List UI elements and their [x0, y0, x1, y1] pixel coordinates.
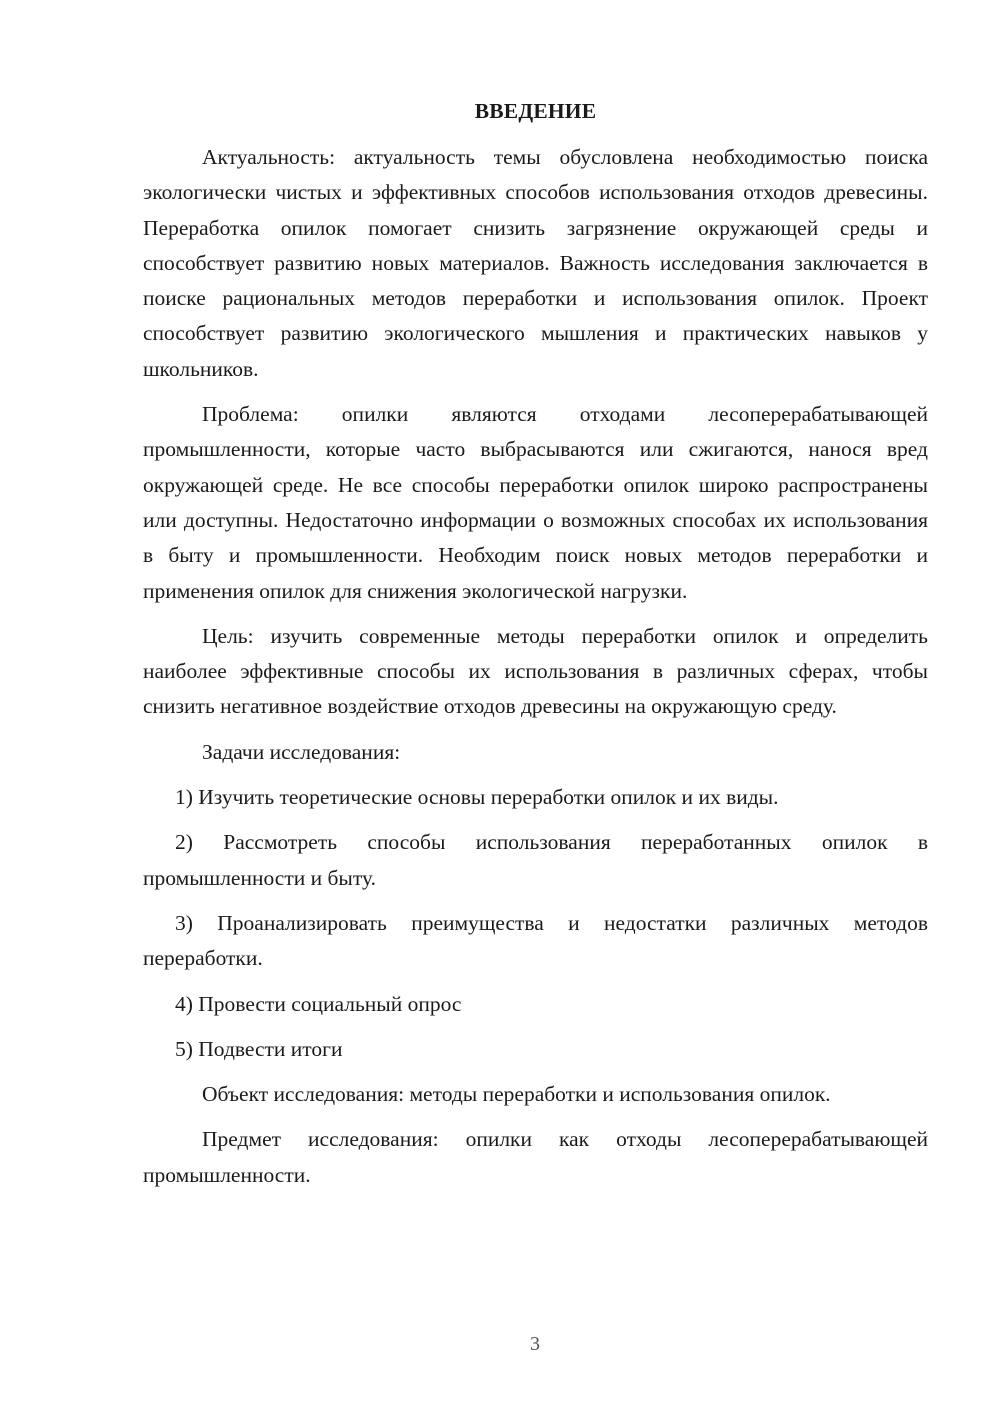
- paragraph-relevance: Актуальность: актуальность темы обусловлена необходимостью поиска экологически чистых и эффективных способов использования отходов древесины. Переработка опилок помогает снизить загрязнение окружающей среды и способствует развитию новых материалов. Важность исследования заключается в поиске рациональных методов переработки и использования опилок. Проект способствует развитию экологического мышления и практических навыков у школьников.: [143, 145, 928, 381]
- task-item-4: 4) Провести социальный опрос: [175, 991, 462, 1016]
- paragraph-goal: Цель: изучить современные методы переработки опилок и определить наиболее эффективные способы их использования в различных сферах, чтобы снизить негативное воздействие отходов древесины на окружающую среду.: [143, 623, 928, 719]
- paragraph-problem: Проблема: опилки являются отходами лесоперерабатывающей промышленности, которые часто выбрасываются или сжигаются, нанося вред окружающей среде. Не все способы переработки опилок широко распространены или доступны. Недостаточно информации о возможных способах их использования в быту и промышленности. Необходим поиск новых методов переработки и применения опилок для снижения экологической нагрузки.: [143, 402, 928, 603]
- page-title: ВВЕДЕНИЕ: [474, 99, 597, 123]
- task-item-2: 2) Рассмотреть способы использования переработанных опилок в промышленности и быту.: [143, 830, 928, 890]
- task-item-5: 5) Подвести итоги: [175, 1036, 343, 1061]
- document-page: [143, 96, 928, 1203]
- paragraph-object: Объект исследования: методы переработки и использования опилок.: [202, 1082, 831, 1107]
- task-item-3: 3) Проанализировать преимущества и недостатки различных методов переработки.: [143, 910, 928, 971]
- page-number: 3: [530, 1333, 540, 1355]
- tasks-heading: Задачи исследования:: [202, 739, 401, 764]
- paragraph-subject: Предмет исследования: опилки как отходы лесоперерабатывающей промышленности.: [143, 1127, 928, 1187]
- task-item-1: 1) Изучить теоретические основы переработки опилок и их виды.: [175, 785, 779, 810]
